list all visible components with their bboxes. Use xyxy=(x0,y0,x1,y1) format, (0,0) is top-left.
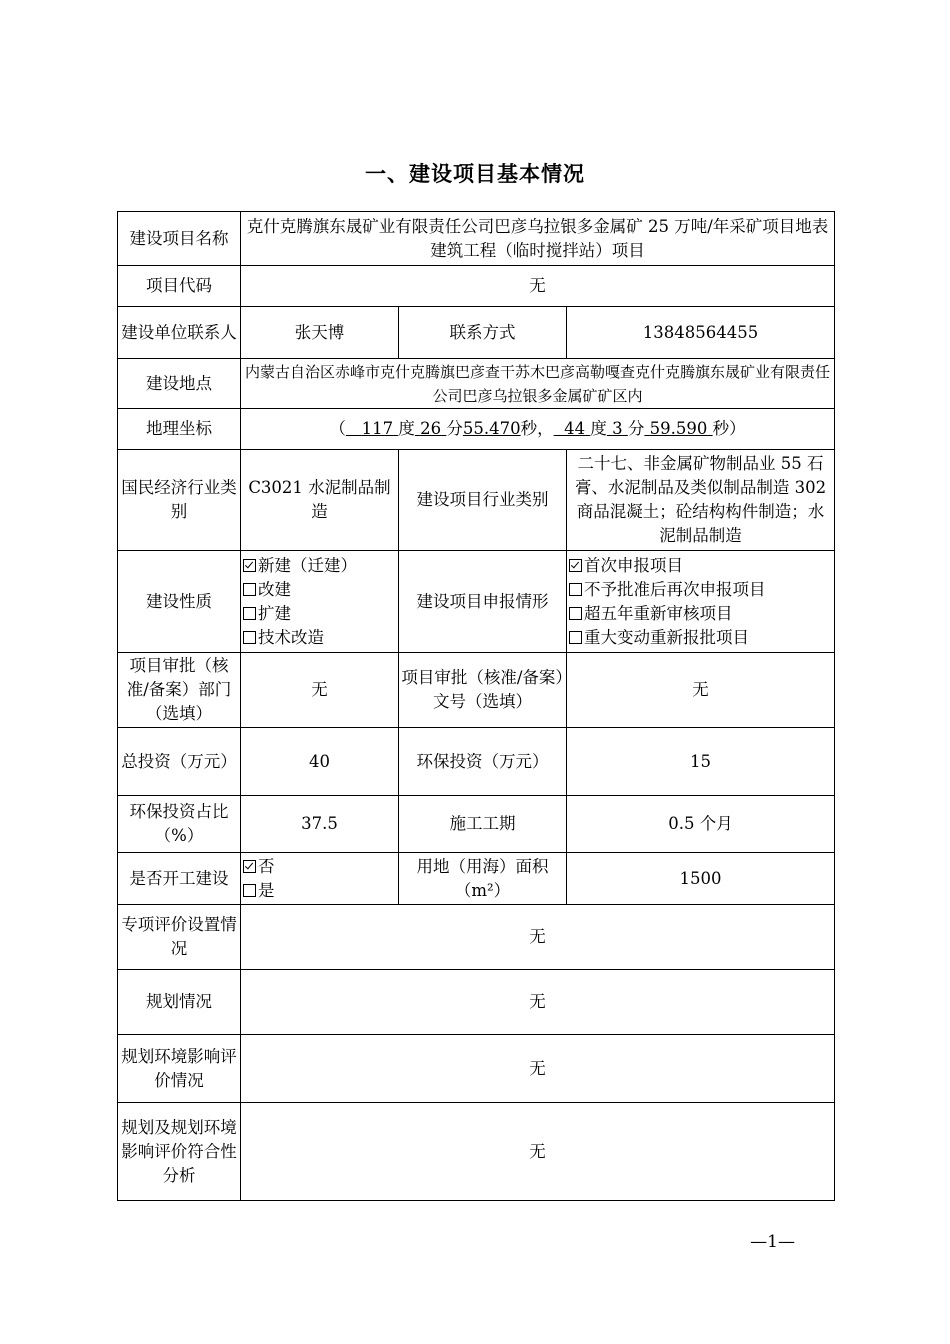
row-contact xyxy=(118,307,835,359)
row-location xyxy=(118,359,835,409)
started-options xyxy=(241,853,399,905)
checkbox[interactable] xyxy=(569,607,582,620)
value-location: 内蒙古自治区赤峰市克什克腾旗巴彦查干苏木巴彦高勒嘎查克什克腾旗东晟矿业有限责任公司巴彦乌拉银多金属矿矿区内 xyxy=(241,359,835,409)
value-planning: 无 xyxy=(241,970,835,1035)
coord-lat-deg xyxy=(554,419,591,438)
coord-lat-min xyxy=(607,419,628,438)
row-started xyxy=(118,853,835,905)
label-started: 是否开工建设 xyxy=(118,853,241,905)
report-option: 不予批准后再次申报项目 xyxy=(569,578,832,602)
row-approval xyxy=(118,653,835,728)
coord-lon-deg-value: 117 xyxy=(361,419,394,438)
coord-lat-deg-value: 44 xyxy=(564,419,586,438)
nature-options xyxy=(241,551,399,653)
row-project-name xyxy=(118,212,835,266)
label-report-type: 建设项目申报情形 xyxy=(399,551,567,653)
started-option: 否 xyxy=(243,855,396,879)
row-plan-env xyxy=(118,1035,835,1103)
value-area: 1500 xyxy=(567,853,835,905)
value-env-ratio: 37.5 xyxy=(241,796,399,853)
label-location: 建设地点 xyxy=(118,359,241,409)
report-option: 重大变动重新报批项目 xyxy=(569,626,832,650)
page-number: —1— xyxy=(750,1232,795,1252)
row-planning xyxy=(118,970,835,1035)
coord-min-unit: 分 xyxy=(446,419,463,438)
checkbox[interactable] xyxy=(243,559,256,572)
label-plan-conform: 规划及规划环境影响评价符合性分析 xyxy=(118,1103,241,1201)
nature-option: 新建（迁建） xyxy=(243,554,396,578)
coord-min-unit-2: 分 xyxy=(627,419,645,438)
coord-lat-sec xyxy=(644,419,712,438)
coord-lon-min-value: 26 xyxy=(420,419,442,438)
label-planning: 规划情况 xyxy=(118,970,241,1035)
value-special: 无 xyxy=(241,905,835,970)
value-env-investment: 15 xyxy=(567,728,835,796)
row-investment xyxy=(118,728,835,796)
value-plan-env: 无 xyxy=(241,1035,835,1103)
checkbox[interactable] xyxy=(243,607,256,620)
row-special xyxy=(118,905,835,970)
label-project-code: 项目代码 xyxy=(118,266,241,307)
nature-option: 改建 xyxy=(243,578,396,602)
label-plan-env: 规划环境影响评价情况 xyxy=(118,1035,241,1103)
value-period: 0.5 个月 xyxy=(567,796,835,853)
label-env-ratio: 环保投资占比（%） xyxy=(118,796,241,853)
coord-sec-unit: 秒， xyxy=(520,419,554,438)
nature-option: 技术改造 xyxy=(243,626,396,650)
label-env-investment: 环保投资（万元） xyxy=(399,728,567,796)
value-plan-conform: 无 xyxy=(241,1103,835,1201)
nature-option: 扩建 xyxy=(243,602,396,626)
checkbox[interactable] xyxy=(243,884,256,897)
label-period: 施工工期 xyxy=(399,796,567,853)
label-approval-dept: 项目审批（核准/备案）部门（选填） xyxy=(118,653,241,728)
value-investment: 40 xyxy=(241,728,399,796)
checkbox[interactable] xyxy=(243,860,256,873)
label-coords: 地理坐标 xyxy=(118,409,241,450)
value-project-category: 二十七、非金属矿物制品业 55 石膏、水泥制品及类似制品制造 302 商品混凝土；砼结构构件制造；水泥制品制造 xyxy=(567,450,835,551)
row-project-code xyxy=(118,266,835,307)
value-approval-no: 无 xyxy=(567,653,835,728)
coord-lon-sec: 55.470 xyxy=(462,419,521,438)
coord-lat-sec-value: 59.590 xyxy=(649,419,708,438)
coord-lat-min-value: 3 xyxy=(612,419,623,438)
label-contact: 建设单位联系人 xyxy=(118,307,241,359)
coord-lon-min xyxy=(415,419,447,438)
row-coords xyxy=(118,409,835,450)
value-coords xyxy=(241,409,835,450)
page-title: 一、建设项目基本情况 xyxy=(365,162,585,186)
checkbox[interactable] xyxy=(569,583,582,596)
coord-lon-deg xyxy=(346,419,399,438)
label-area: 用地（用海）面积（m²） xyxy=(399,853,567,905)
value-industry: C3021 水泥制品制造 xyxy=(241,450,399,551)
value-project-name: 克什克腾旗东晟矿业有限责任公司巴彦乌拉银多金属矿 25 万吨/年采矿项目地表建筑工程（临时搅拌站）项目 xyxy=(241,212,835,266)
report-option: 超五年重新审核项目 xyxy=(569,602,832,626)
report-option: 首次申报项目 xyxy=(569,554,832,578)
label-approval-no: 项目审批（核准/备案）文号（选填） xyxy=(399,653,567,728)
coord-sec-unit-2: 秒） xyxy=(712,419,746,438)
label-special: 专项评价设置情况 xyxy=(118,905,241,970)
label-investment: 总投资（万元） xyxy=(118,728,241,796)
project-info-table xyxy=(117,211,835,1201)
coord-deg-unit: 度 xyxy=(398,419,415,438)
value-approval-dept: 无 xyxy=(241,653,399,728)
started-option: 是 xyxy=(243,879,396,903)
label-industry: 国民经济行业类别 xyxy=(118,450,241,551)
row-plan-conform xyxy=(118,1103,835,1201)
label-nature: 建设性质 xyxy=(118,551,241,653)
value-project-code: 无 xyxy=(241,266,835,307)
label-project-name: 建设项目名称 xyxy=(118,212,241,266)
report-options xyxy=(567,551,835,653)
checkbox[interactable] xyxy=(243,583,256,596)
row-industry xyxy=(118,450,835,551)
row-ratio xyxy=(118,796,835,853)
checkbox[interactable] xyxy=(243,631,256,644)
checkbox[interactable] xyxy=(569,631,582,644)
coord-deg-unit-2: 度 xyxy=(590,419,607,438)
value-contact-person: 张天博 xyxy=(241,307,399,359)
checkbox[interactable] xyxy=(569,559,582,572)
coord-open: （ xyxy=(329,419,346,438)
value-contact-phone: 13848564455 xyxy=(567,307,835,359)
row-nature xyxy=(118,551,835,653)
label-project-category: 建设项目行业类别 xyxy=(399,450,567,551)
label-contact-method: 联系方式 xyxy=(399,307,567,359)
